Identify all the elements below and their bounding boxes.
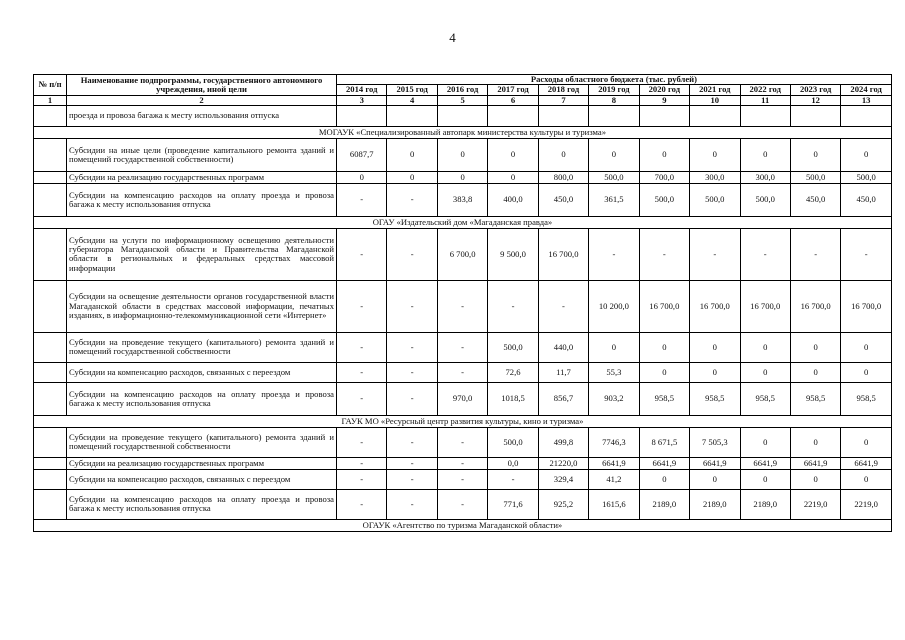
value-cell: 0 — [337, 171, 387, 183]
value-cell — [337, 105, 387, 126]
value-cell: 6641,9 — [639, 457, 689, 469]
value-cell: 361,5 — [589, 183, 639, 216]
value-cell: 0 — [639, 332, 689, 362]
table-row — [34, 362, 892, 382]
budget-table — [33, 74, 892, 532]
value-cell: 2219,0 — [790, 489, 840, 519]
value-cell: - — [437, 457, 487, 469]
value-cell: 55,3 — [589, 362, 639, 382]
page-number: 4 — [449, 30, 456, 45]
value-cell: 8 671,5 — [639, 427, 689, 457]
value-cell — [690, 105, 740, 126]
value-cell: - — [538, 280, 588, 332]
value-cell — [639, 105, 689, 126]
header-col-num: № п/п — [34, 75, 67, 96]
value-cell — [387, 105, 437, 126]
value-cell: 0 — [690, 362, 740, 382]
value-cell: - — [437, 489, 487, 519]
table-row — [34, 138, 892, 171]
row-name: Субсидии на компенсацию расходов на оплату проезда и провоза багажа к месту использования отпуска — [67, 489, 337, 519]
section-title: МОГАУК «Специализированный автопарк министерства культуры и туризма» — [34, 126, 892, 138]
value-cell: - — [841, 228, 892, 280]
value-cell: 10 200,0 — [589, 280, 639, 332]
header-index-cell: 13 — [841, 95, 892, 105]
value-cell: - — [387, 183, 437, 216]
value-cell: 0 — [740, 469, 790, 489]
table-row — [34, 457, 892, 469]
value-cell — [841, 105, 892, 126]
row-number-cell — [34, 228, 67, 280]
header-index-cell: 3 — [337, 95, 387, 105]
value-cell: - — [589, 228, 639, 280]
header-index-cell: 9 — [639, 95, 689, 105]
value-cell: 16 700,0 — [639, 280, 689, 332]
row-number-cell — [34, 469, 67, 489]
value-cell: - — [387, 362, 437, 382]
row-number-cell — [34, 138, 67, 171]
value-cell: - — [337, 489, 387, 519]
table-row — [34, 382, 892, 415]
value-cell: 856,7 — [538, 382, 588, 415]
value-cell: - — [337, 183, 387, 216]
value-cell: 2189,0 — [740, 489, 790, 519]
value-cell: 0 — [639, 362, 689, 382]
value-cell: 500,0 — [589, 171, 639, 183]
section-row — [34, 415, 892, 427]
header-index-cell: 1 — [34, 95, 67, 105]
header-index-cell: 10 — [690, 95, 740, 105]
value-cell: - — [337, 382, 387, 415]
value-cell: 0 — [387, 138, 437, 171]
header-index-cell: 12 — [790, 95, 840, 105]
value-cell: - — [488, 280, 538, 332]
value-cell: 0 — [740, 362, 790, 382]
value-cell: 958,5 — [690, 382, 740, 415]
row-name: Субсидии на освещение деятельности органов государственной власти Магаданской области в средствах массовой информации, печатных изданиях, в информационно-телекоммуникационной сети «Интернет» — [67, 280, 337, 332]
value-cell: - — [387, 427, 437, 457]
value-cell: 800,0 — [538, 171, 588, 183]
row-name: Субсидии на проведение текущего (капитального) ремонта зданий и помещений государственной собственности — [67, 332, 337, 362]
section-row — [34, 519, 892, 531]
value-cell: 6641,9 — [740, 457, 790, 469]
value-cell: 0 — [790, 332, 840, 362]
header-index-cell: 6 — [488, 95, 538, 105]
value-cell: 0 — [690, 138, 740, 171]
value-cell: 16 700,0 — [841, 280, 892, 332]
value-cell: 500,0 — [488, 427, 538, 457]
value-cell: 0 — [488, 171, 538, 183]
value-cell: - — [437, 427, 487, 457]
header-col-name: Наименование подпрограммы, государственного автономного учреждения, иной цели — [67, 75, 337, 96]
value-cell: 0 — [790, 362, 840, 382]
value-cell: 2189,0 — [639, 489, 689, 519]
row-name: Субсидии на компенсацию расходов на оплату проезда и провоза багажа к месту использования отпуска — [67, 183, 337, 216]
value-cell — [790, 105, 840, 126]
header-index-cell: 5 — [437, 95, 487, 105]
value-cell: - — [437, 469, 487, 489]
value-cell: 2219,0 — [841, 489, 892, 519]
value-cell: 958,5 — [841, 382, 892, 415]
value-cell: 0 — [790, 469, 840, 489]
row-number-cell — [34, 183, 67, 216]
value-cell: 440,0 — [538, 332, 588, 362]
header-index-cell: 2 — [67, 95, 337, 105]
header-year: 2014 год — [337, 85, 387, 95]
value-cell: - — [337, 362, 387, 382]
header-year: 2015 год — [387, 85, 437, 95]
value-cell: 6641,9 — [841, 457, 892, 469]
value-cell: 970,0 — [437, 382, 487, 415]
table-body — [34, 105, 892, 531]
value-cell: 72,6 — [488, 362, 538, 382]
value-cell: 450,0 — [790, 183, 840, 216]
header-year: 2019 год — [589, 85, 639, 95]
value-cell: 383,8 — [437, 183, 487, 216]
row-name: Субсидии на услуги по информационному освещению деятельности губернатора Магаданской области и Правительства Магаданской области в региональных и федеральных средствах массовой информации — [67, 228, 337, 280]
value-cell: 0 — [740, 427, 790, 457]
value-cell — [488, 105, 538, 126]
value-cell: 6087,7 — [337, 138, 387, 171]
value-cell: 16 700,0 — [690, 280, 740, 332]
value-cell: 1615,6 — [589, 489, 639, 519]
row-number-cell — [34, 171, 67, 183]
value-cell: 0 — [387, 171, 437, 183]
header-year: 2024 год — [841, 85, 892, 95]
row-name: Субсидии на компенсацию расходов на оплату проезда и провоза багажа к месту использования отпуска — [67, 382, 337, 415]
section-row — [34, 126, 892, 138]
header-year: 2018 год — [538, 85, 588, 95]
row-name: Субсидии на компенсацию расходов, связанных с переездом — [67, 469, 337, 489]
table-row — [34, 469, 892, 489]
header-index-row — [34, 95, 892, 105]
value-cell: 1018,5 — [488, 382, 538, 415]
value-cell: - — [387, 489, 437, 519]
value-cell: 500,0 — [790, 171, 840, 183]
header-index-cell: 7 — [538, 95, 588, 105]
value-cell: - — [387, 382, 437, 415]
value-cell — [589, 105, 639, 126]
table-row — [34, 280, 892, 332]
value-cell: 903,2 — [589, 382, 639, 415]
header-year: 2023 год — [790, 85, 840, 95]
value-cell: 6641,9 — [589, 457, 639, 469]
value-cell: 0 — [740, 332, 790, 362]
value-cell: 2189,0 — [690, 489, 740, 519]
table-row — [34, 171, 892, 183]
value-cell: 0 — [841, 427, 892, 457]
row-name: Субсидии на реализацию государственных программ — [67, 171, 337, 183]
value-cell: - — [387, 332, 437, 362]
row-number-cell — [34, 280, 67, 332]
row-number-cell — [34, 332, 67, 362]
value-cell: - — [740, 228, 790, 280]
value-cell: 300,0 — [690, 171, 740, 183]
value-cell: 0 — [488, 138, 538, 171]
value-cell: - — [690, 228, 740, 280]
value-cell: - — [337, 427, 387, 457]
row-number-cell — [34, 382, 67, 415]
value-cell: 0 — [841, 469, 892, 489]
value-cell: 6 700,0 — [437, 228, 487, 280]
value-cell: 958,5 — [740, 382, 790, 415]
value-cell: 16 700,0 — [538, 228, 588, 280]
table-row — [34, 427, 892, 457]
header-budget-title: Расходы областного бюджета (тыс. рублей) — [337, 75, 892, 85]
value-cell: - — [387, 457, 437, 469]
value-cell: 0 — [841, 332, 892, 362]
header-index-cell: 11 — [740, 95, 790, 105]
section-title: ОГАУК «Агентство по туризма Магаданской области» — [34, 519, 892, 531]
value-cell: 0 — [589, 138, 639, 171]
value-cell: 0 — [690, 469, 740, 489]
value-cell: 700,0 — [639, 171, 689, 183]
value-cell: 0 — [639, 469, 689, 489]
row-name: Субсидии на реализацию государственных программ — [67, 457, 337, 469]
row-number-cell — [34, 489, 67, 519]
value-cell: - — [337, 280, 387, 332]
section-title: ГАУК МО «Ресурсный центр развития культуры, кино и туризма» — [34, 415, 892, 427]
value-cell: - — [437, 362, 487, 382]
value-cell: 7746,3 — [589, 427, 639, 457]
header-index-cell: 8 — [589, 95, 639, 105]
value-cell — [437, 105, 487, 126]
value-cell: - — [437, 332, 487, 362]
value-cell — [538, 105, 588, 126]
value-cell: 16 700,0 — [790, 280, 840, 332]
section-row — [34, 216, 892, 228]
value-cell: 500,0 — [488, 332, 538, 362]
value-cell: 0 — [639, 138, 689, 171]
value-cell — [740, 105, 790, 126]
value-cell: 0 — [790, 427, 840, 457]
row-name: проезда и провоза багажа к месту использования отпуска — [67, 105, 337, 126]
value-cell: 0 — [841, 138, 892, 171]
header-year: 2020 год — [639, 85, 689, 95]
header-year: 2016 год — [437, 85, 487, 95]
value-cell: 0 — [589, 332, 639, 362]
value-cell: 499,8 — [538, 427, 588, 457]
value-cell: 0 — [538, 138, 588, 171]
value-cell: 958,5 — [639, 382, 689, 415]
value-cell: 329,4 — [538, 469, 588, 489]
value-cell: 0 — [437, 171, 487, 183]
value-cell: 6641,9 — [790, 457, 840, 469]
value-cell: 300,0 — [740, 171, 790, 183]
table-row — [34, 105, 892, 126]
value-cell: 400,0 — [488, 183, 538, 216]
value-cell: 0,0 — [488, 457, 538, 469]
value-cell: - — [337, 228, 387, 280]
header-year: 2017 год — [488, 85, 538, 95]
header-year: 2022 год — [740, 85, 790, 95]
row-number-cell — [34, 427, 67, 457]
table-row — [34, 332, 892, 362]
row-name: Субсидии на проведение текущего (капитального) ремонта зданий и помещений государственной собственности — [67, 427, 337, 457]
value-cell: 0 — [740, 138, 790, 171]
value-cell: 500,0 — [841, 171, 892, 183]
row-number-cell — [34, 105, 67, 126]
value-cell: - — [387, 469, 437, 489]
value-cell: 771,6 — [488, 489, 538, 519]
table-row — [34, 228, 892, 280]
value-cell: - — [488, 469, 538, 489]
row-number-cell — [34, 457, 67, 469]
value-cell: 925,2 — [538, 489, 588, 519]
value-cell: 450,0 — [841, 183, 892, 216]
value-cell: - — [337, 332, 387, 362]
row-name: Субсидии на компенсацию расходов, связанных с переездом — [67, 362, 337, 382]
value-cell: 0 — [437, 138, 487, 171]
value-cell: 958,5 — [790, 382, 840, 415]
row-number-cell — [34, 362, 67, 382]
value-cell: - — [790, 228, 840, 280]
value-cell: 0 — [690, 332, 740, 362]
value-cell: 500,0 — [740, 183, 790, 216]
value-cell: 21220,0 — [538, 457, 588, 469]
value-cell: 9 500,0 — [488, 228, 538, 280]
value-cell: 7 505,3 — [690, 427, 740, 457]
value-cell: 450,0 — [538, 183, 588, 216]
table-row — [34, 489, 892, 519]
value-cell: - — [337, 457, 387, 469]
value-cell: 16 700,0 — [740, 280, 790, 332]
header-index-cell: 4 — [387, 95, 437, 105]
row-name: Субсидии на иные цели (проведение капитального ремонта зданий и помещений государственной собственности) — [67, 138, 337, 171]
value-cell: 500,0 — [690, 183, 740, 216]
value-cell: 11,7 — [538, 362, 588, 382]
value-cell: - — [337, 469, 387, 489]
value-cell: - — [437, 280, 487, 332]
value-cell: 500,0 — [639, 183, 689, 216]
value-cell: 0 — [790, 138, 840, 171]
value-cell: - — [639, 228, 689, 280]
table-row — [34, 183, 892, 216]
value-cell: 0 — [841, 362, 892, 382]
section-title: ОГАУ «Издательский дом «Магаданская правда» — [34, 216, 892, 228]
value-cell: 6641,9 — [690, 457, 740, 469]
value-cell: - — [387, 228, 437, 280]
header-year: 2021 год — [690, 85, 740, 95]
value-cell: 41,2 — [589, 469, 639, 489]
value-cell: - — [387, 280, 437, 332]
